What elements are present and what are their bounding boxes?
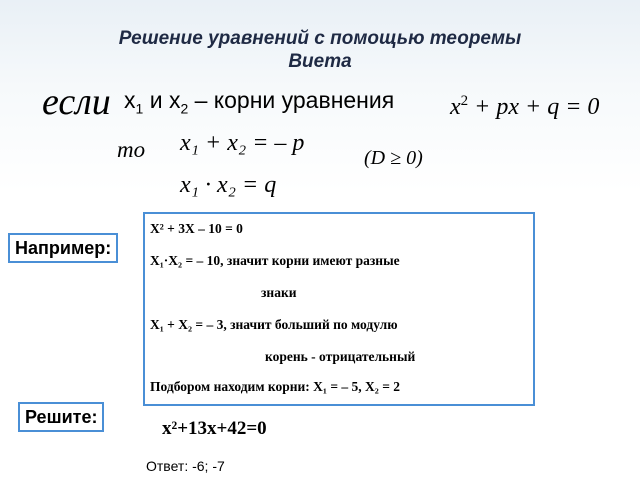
- example-line-4: Х₁ + Х₂ = – 3, значит больший по модулю: [150, 317, 398, 332]
- to-word: то: [117, 137, 146, 162]
- example-line-1: Х² + 3Х – 10 = 0: [150, 221, 243, 236]
- example-label: Например:: [8, 233, 118, 263]
- quadratic-equation: $x^2$ + px + q = 0: [450, 93, 600, 120]
- solve-label: Решите:: [18, 402, 104, 432]
- answer-text: Ответ: -6; -7: [146, 458, 225, 474]
- example-line-6: Подбором находим корни: Х₁ = – 5, Х₂ = 2: [150, 379, 401, 394]
- var-x1: $x_1$: [124, 87, 144, 117]
- esli-word: если: [42, 81, 111, 123]
- example-line-2: Х₁·Х₂ = – 10, значит корни имеют разные: [150, 253, 400, 268]
- roots-text: – корни уравнения: [188, 87, 395, 113]
- roots-definition: [124, 86, 394, 123]
- title-line-2: Виета: [288, 51, 352, 72]
- title-line-1: Решение уравнений с помощью теоремы: [118, 28, 522, 49]
- example-line-5: корень - отрицательный: [265, 349, 416, 364]
- slide-title: [40, 27, 600, 73]
- vieta-sum-formula: x₁ + x₂ = – p: [180, 130, 305, 156]
- discriminant-condition: (D ≥ 0): [364, 147, 423, 169]
- task-equation: x²+13x+42=0: [162, 418, 267, 439]
- var-x2: $x_2$: [168, 87, 189, 117]
- vieta-product-formula: x₁ · x₂ = q: [180, 172, 277, 198]
- and-word: и: [149, 87, 163, 113]
- example-line-3: знаки: [261, 285, 297, 300]
- example-box: [143, 212, 535, 406]
